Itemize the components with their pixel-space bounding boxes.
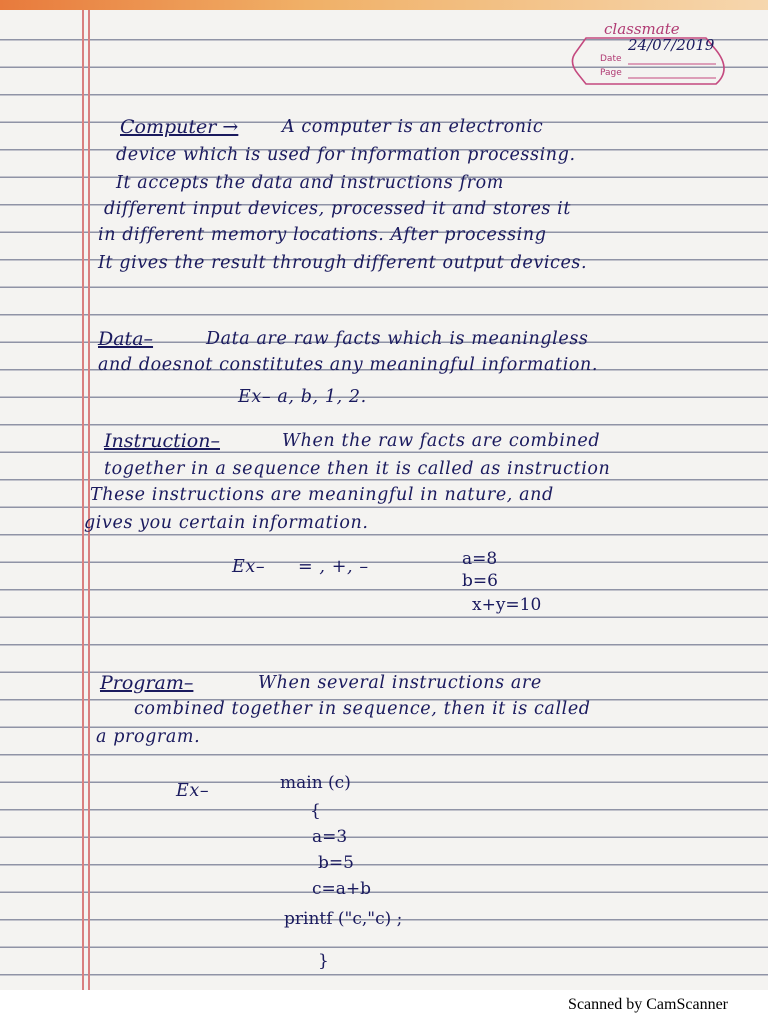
instruction-example-value: b=6 — [462, 571, 498, 591]
text-line: a program. — [96, 727, 201, 747]
text-line: When several instructions are — [258, 673, 542, 693]
text-line: different input devices, processed it and stores it — [104, 199, 571, 219]
text-line: It gives the result through different output devices. — [98, 253, 588, 273]
notebook-brand: classmate — [604, 20, 680, 38]
scan-top-edge — [0, 0, 768, 10]
heading-data: Data– — [98, 328, 154, 350]
heading-instruction: Instruction– — [104, 430, 220, 452]
text-line: gives you certain information. — [84, 513, 369, 533]
date-value: 24/07/2019 — [628, 36, 715, 54]
date-label: Date — [600, 54, 622, 64]
text-line: When the raw facts are combined — [282, 431, 601, 451]
code-line: } — [318, 951, 329, 971]
text-line: device which is used for information processing. — [116, 145, 576, 165]
code-line: main (c) — [280, 773, 351, 793]
instruction-example-label: Ex– — [232, 557, 266, 577]
text-line: together in a sequence then it is called as instruction — [104, 459, 611, 479]
text-line: It accepts the data and instructions from — [116, 173, 504, 193]
text-line: and doesnot constitutes any meaningful information. — [98, 355, 599, 375]
margin-line-left — [82, 10, 84, 990]
code-line: b=5 — [318, 853, 354, 873]
code-line: { — [310, 801, 321, 821]
text-line: These instructions are meaningful in nature, and — [90, 485, 554, 505]
instruction-example-value: x+y=10 — [472, 595, 542, 615]
instruction-example-value: a=8 — [462, 549, 498, 569]
scanner-footer — [0, 990, 768, 1024]
text-line: Data are raw facts which is meaningless — [206, 329, 589, 349]
text-line: A computer is an electronic — [282, 117, 544, 137]
code-line: c=a+b — [312, 879, 372, 899]
instruction-example-ops: = , +, – — [298, 557, 369, 577]
heading-computer: Computer → — [120, 116, 239, 138]
program-example-label: Ex– — [176, 781, 210, 801]
text-line: combined together in sequence, then it is called — [134, 699, 591, 719]
code-line: printf ("c,"c) ; — [284, 909, 403, 929]
text-line: in different memory locations. After processing — [98, 225, 547, 245]
scanner-watermark: Scanned by CamScanner — [568, 996, 728, 1013]
heading-program: Program– — [100, 672, 194, 694]
page-label: Page — [600, 68, 622, 78]
data-example: Ex– a, b, 1, 2. — [238, 387, 367, 407]
code-line: a=3 — [312, 827, 348, 847]
